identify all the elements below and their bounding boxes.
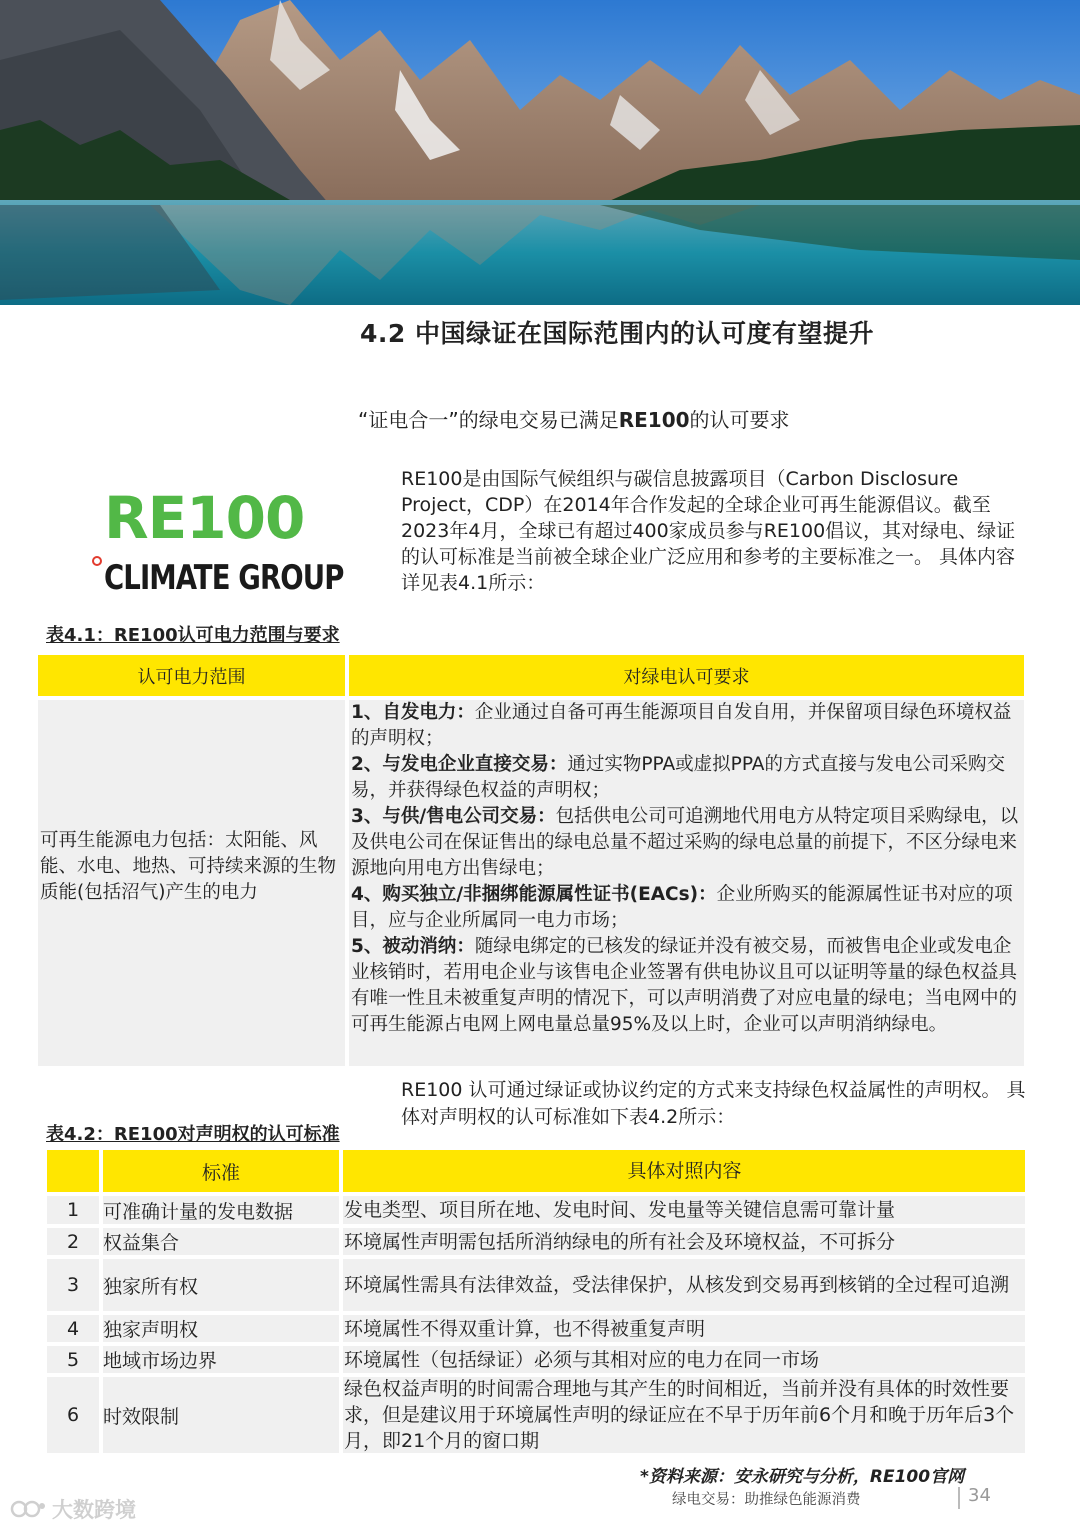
row-number: 3 bbox=[66, 1274, 80, 1296]
table1-requirements-cell bbox=[349, 700, 1024, 1066]
requirement-text: 包括供电公司可追溯地代用电方从特定项目采购绿电，以及供电公司在保证售出的绿电总量不超过采购的绿电总量的前提下，不区分绿电来源地向用电方出售绿电； bbox=[351, 806, 1019, 879]
table-row bbox=[47, 1259, 1025, 1311]
table1-header-scope bbox=[38, 655, 345, 696]
table-row bbox=[47, 1196, 1025, 1224]
requirement-label: 4、购买独立/非捆绑能源属性证书(EACs)： bbox=[351, 884, 717, 905]
requirement-item bbox=[351, 934, 1020, 1038]
table1-header-requirements bbox=[349, 655, 1024, 696]
row-detail: 环境属性需具有法律效益，受法律保护，从核发到交易再到核销的全过程可追溯 bbox=[344, 1274, 1010, 1296]
table1-caption: 表4.1：RE100认可电力范围与要求 bbox=[46, 625, 340, 646]
row-number: 2 bbox=[66, 1230, 80, 1253]
requirement-text: 企业所购买的能源属性证书对应的项目，应与企业所属同一电力市场； bbox=[351, 884, 1013, 931]
re100-climate-group-logo bbox=[86, 480, 386, 610]
row-number: 5 bbox=[66, 1348, 80, 1371]
watermark-logo-icon bbox=[10, 1498, 48, 1520]
requirement-item bbox=[351, 752, 1020, 804]
subheading-bold: RE100 bbox=[618, 408, 690, 432]
row-standard: 独家声明权 bbox=[103, 1319, 199, 1341]
table2-caption: 表4.2：RE100对声明权的认可标准 bbox=[46, 1124, 340, 1145]
row-standard: 时效限制 bbox=[103, 1405, 180, 1428]
requirement-label: 2、与发电企业直接交易： bbox=[351, 754, 568, 775]
table-row bbox=[47, 1346, 1025, 1373]
requirement-label: 3、与供/售电公司交易： bbox=[351, 806, 556, 827]
intro-paragraph: RE100是由国际气候组织与碳信息披露项目（Carbon Disclosure Project，CDP）在2014年合作发起的全球企业可再生能源倡议。截至2023年4月，全球已有超过400家成员参与RE100倡议，其对绿电、绿证的认可标准是当前被全球企业广泛应用和参考的主要标准之一。 具体内容详见表4.1所示： bbox=[401, 468, 1016, 594]
source-note: *资料来源：安永研究与分析，RE100官网 bbox=[640, 1467, 965, 1487]
subheading-prefix: “证电合一”的绿电交易已满足 bbox=[358, 408, 619, 432]
requirement-item bbox=[351, 882, 1020, 934]
subheading-suffix: 的认可要求 bbox=[689, 408, 790, 432]
hero-landscape-image bbox=[0, 0, 1080, 305]
row-detail: 环境属性（包括绿证）必须与其相对应的电力在同一市场 bbox=[344, 1348, 820, 1371]
row-number: 1 bbox=[66, 1199, 80, 1221]
row-standard: 地域市场边界 bbox=[103, 1350, 218, 1372]
logo-climate-group-text: CLIMATE GROUP bbox=[104, 558, 344, 598]
row-number: 4 bbox=[66, 1317, 80, 1340]
table1-scope-text: 可再生能源电力包括：太阳能、风能、水电、地热、可持续来源的生物质能(包括沼气)产生的电力 bbox=[40, 830, 337, 903]
table2-header-num bbox=[47, 1150, 99, 1192]
row-detail: 环境属性声明需包括所消纳绿电的所有社会及环境权益，不可拆分 bbox=[344, 1230, 896, 1253]
table-row bbox=[47, 1228, 1025, 1255]
subheading bbox=[358, 404, 790, 433]
section-heading: 4.2 中国绿证在国际范围内的认可度有望提升 bbox=[360, 319, 874, 348]
row-standard: 可准确计量的发电数据 bbox=[103, 1200, 294, 1223]
table-row bbox=[47, 1315, 1025, 1342]
table2-header-detail: 具体对照内容 bbox=[627, 1160, 742, 1182]
table-row bbox=[47, 1377, 1025, 1453]
row-detail: 环境属性不得双重计算，也不得被重复声明 bbox=[344, 1317, 706, 1340]
table2-header-row bbox=[47, 1150, 1025, 1192]
row-number: 6 bbox=[66, 1404, 80, 1426]
requirement-text: 通过实物PPA或虚拟PPA的方式直接与发电公司采购交易，并获得绿色权益的声明权； bbox=[351, 754, 1005, 801]
requirement-text: 企业通过自备可再生能源项目自发自用，并保留项目绿色环境权益的声明权； bbox=[351, 702, 1012, 749]
requirement-text: 随绿电绑定的已核发的绿证并没有被交易，而被售电企业或发电企业核销时，若用电企业与该售电企业签署有供电协议且可以证明等量的绿色权益具有唯一性且未被重复声明的情况下，可以声明消费了对应电量的绿电；当电网中的可再生能源占电网上网电量总量95%及以上时，企业可以声明消纳绿电。 bbox=[351, 936, 1018, 1035]
paragraph-2: RE100 认可通过绿证或协议约定的方式来支持绿色权益属性的声明权。 具体对声明权的认可标准如下表4.2所示： bbox=[401, 1079, 1026, 1128]
footer-title: 绿电交易：助推绿色能源消费 bbox=[672, 1492, 861, 1508]
footer-divider bbox=[958, 1487, 960, 1509]
requirement-item bbox=[351, 700, 1020, 752]
table2-header-standard: 标准 bbox=[201, 1161, 240, 1184]
page-number: 34 bbox=[968, 1485, 991, 1506]
row-standard: 权益集合 bbox=[103, 1232, 180, 1254]
table1-header-requirements-label: 对绿电认可要求 bbox=[623, 666, 750, 688]
watermark-text: 大数跨境 bbox=[52, 1498, 136, 1522]
requirement-label: 5、被动消纳： bbox=[351, 936, 475, 957]
row-standard: 独家所有权 bbox=[103, 1275, 199, 1298]
watermark bbox=[10, 1494, 136, 1524]
table1-scope-cell bbox=[38, 700, 345, 1066]
requirement-label: 1、自发电力： bbox=[351, 702, 475, 723]
table1-header-scope-label: 认可电力范围 bbox=[137, 666, 246, 688]
logo-re100-text: RE100 bbox=[104, 484, 305, 552]
logo-degree-icon bbox=[92, 556, 102, 566]
row-detail: 绿色权益声明的时间需合理地与其产生的时间相近，当前并没有具体的时效性要求，但是建议用于环境属性声明的绿证应在不早于历年前6个月和晚于历年后3个月，即21个月的窗口期 bbox=[344, 1378, 1015, 1452]
row-detail: 发电类型、项目所在地、发电时间、发电量等关键信息需可靠计量 bbox=[344, 1199, 896, 1221]
requirement-item bbox=[351, 804, 1020, 882]
